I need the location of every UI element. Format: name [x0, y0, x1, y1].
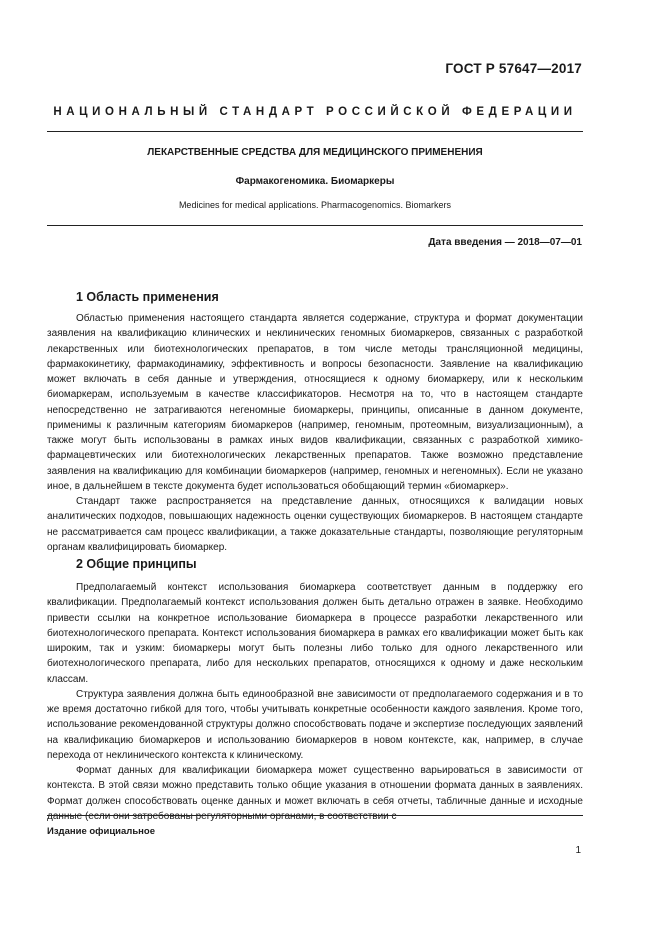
english-title: Medicines for medical applications. Pharmacogenomics. Biomarkers	[178, 200, 452, 210]
header-rule	[47, 131, 583, 132]
standard-code: ГОСТ Р 57647—2017	[445, 61, 582, 76]
paragraph: Областью применения настоящего стандарта является содержание, структура и формат документации заявления на квалификацию клинических и неклинических геномных биомаркеров, связанных с разработкой лекарственных или биотехнологических препаратов, в том числе методы трансляционной медицины, фармакокинетику, фармакодинамику, эффективность и вопросы безопасности. Заявление на квалификацию может включать в себя данные и утверждения, относящиеся к одному биомаркеру, или к нескольким биомаркерам, используемым в качестве классификаторов. Несмотря на то, что в настоящем стандарте непосредственно не затрагиваются негеномные биомаркеры, принципы, описанные в данном документе, применимы к различным категориям биомаркеров (например, геномным, протеомным, визуализационным), а также могут быть использованы в рамках иных видов квалификации, связанных с разработкой химико-фармацевтических или биотехнологических лекарственных препаратов. Также возможно представление заявления на квалификацию для комбинации биомаркеров (например, геномных и негеномных). Если не указано иное, в дальнейшем в тексте документа будет использоваться обобщающий термин «биомаркер».	[47, 313, 583, 492]
section-heading: 2 Общие принципы	[76, 557, 197, 571]
national-standard-title: НАЦИОНАЛЬНЫЙ СТАНДАРТ РОССИЙСКОЙ ФЕДЕРАЦИИ	[53, 106, 577, 118]
footer-rule	[47, 815, 583, 816]
introduction-date: Дата введения — 2018—07—01	[428, 237, 582, 248]
section-heading: 1 Область применения	[76, 290, 219, 304]
document-title: ЛЕКАРСТВЕННЫЕ СРЕДСТВА ДЛЯ МЕДИЦИНСКОГО ПРИМЕНЕНИЯ	[147, 147, 483, 158]
document-subtitle: Фармакогеномика. Биомаркеры	[235, 176, 395, 187]
paragraph: Формат данных для квалификации биомаркера может существенно варьироваться в зависимости от контекста. В этой связи можно представить только общие указания в отношении формата данных в заявлениях. Формат должен способствовать оценке данных и может включать в себя отчеты, табличные данные и исходные данные (если они затребованы регуляторными органами, в соответствии с	[47, 765, 583, 822]
official-edition-label: Издание официальное	[47, 826, 155, 837]
section-body	[47, 580, 583, 824]
paragraph: Предполагаемый контекст использования биомаркера соответствует данным в поддержку его квалификации. Предполагаемый контекст использования должен быть детально отражен в заявке. Необходимо привести ссылки на конкретное использование биомаркера в процессе разработки лекарственного или биотехнологического препарата. Контекст использования биомаркера в рамках его квалификации может быть как широким, так и узким: биомаркеры могут быть полезны либо только для одного лекарственного или биотехнологического препарата, либо для нескольких препаратов, относящихся к одному и даже нескольким классам.	[47, 582, 583, 685]
paragraph: Стандарт также распространяется на представление данных, относящихся к валидации новых аналитических подходов, повышающих надежность оценки существующих биомаркеров. В настоящем стандарте не рассматривается сам процесс квалификации, а также доказательные стандарты, позволяющие регуляторным органам квалифицировать биомаркер.	[47, 496, 583, 553]
page-number: 1	[575, 845, 581, 856]
section-body	[47, 311, 583, 555]
title-rule	[47, 225, 583, 226]
paragraph: Структура заявления должна быть единообразной вне зависимости от предполагаемого содержания и в то же время достаточно гибкой для того, чтобы учитывать конкретные особенности каждого заявления. Кроме того, использование рекомендованной структуры должно способствовать подаче и экспертизе последующих заявлений на квалификацию биомаркеров и использованию биомаркеров в новом контексте, как, например, в случае перехода от неклинического контекста к клиническому.	[47, 688, 583, 761]
